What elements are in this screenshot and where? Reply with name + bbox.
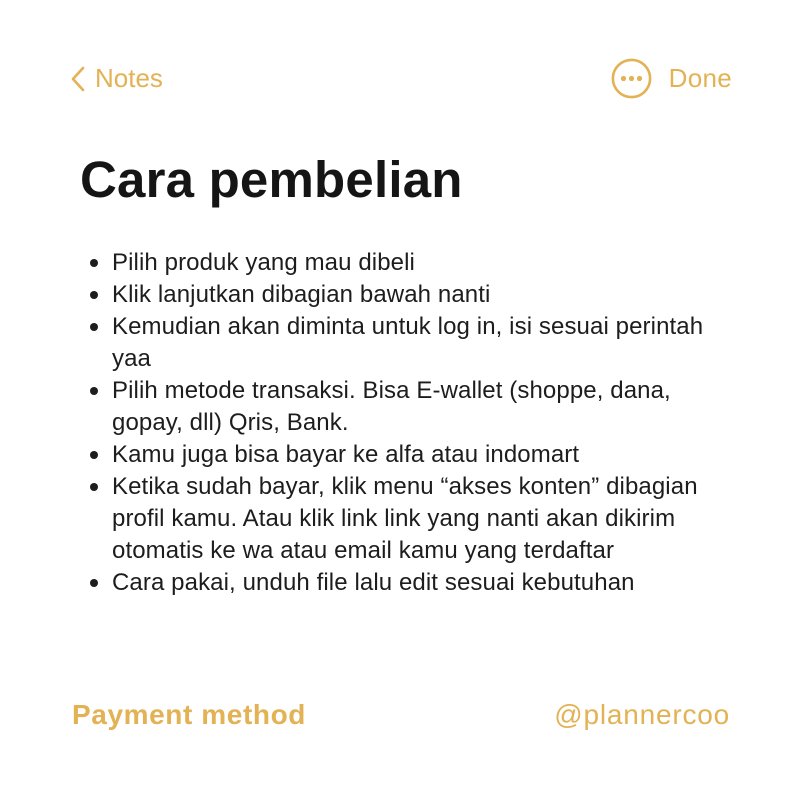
chevron-left-icon	[70, 66, 85, 92]
top-navigation-bar	[70, 58, 732, 99]
back-to-notes-button[interactable]	[70, 63, 163, 94]
footer-bar	[72, 699, 730, 731]
list-item: Kemudian akan diminta untuk log in, isi sesuai perintah yaa	[88, 311, 736, 375]
list-item: Cara pakai, unduh file lalu edit sesuai kebutuhan	[88, 567, 736, 599]
note-bullet-list[interactable]	[88, 247, 736, 599]
footer-handle-label: @plannercoo	[554, 699, 730, 730]
note-title[interactable]: Cara pembelian	[80, 151, 463, 208]
more-options-icon[interactable]	[611, 58, 652, 99]
list-item: Pilih metode transaksi. Bisa E-wallet (shoppe, dana, gopay, dll) Qris, Bank.	[88, 375, 736, 439]
list-item: Ketika sudah bayar, klik menu “akses konten” dibagian profil kamu. Atau klik link link yang nanti akan dikirim otomatis ke wa atau email kamu yang terdaftar	[88, 471, 736, 567]
list-item: Klik lanjutkan dibagian bawah nanti	[88, 279, 736, 311]
back-button-label: Notes	[95, 63, 163, 93]
nav-right-group	[611, 58, 732, 99]
done-button[interactable]: Done	[668, 63, 732, 93]
list-item: Kamu juga bisa bayar ke alfa atau indomart	[88, 439, 736, 471]
list-item: Pilih produk yang mau dibeli	[88, 247, 736, 279]
footer-category-label: Payment method	[72, 699, 306, 730]
